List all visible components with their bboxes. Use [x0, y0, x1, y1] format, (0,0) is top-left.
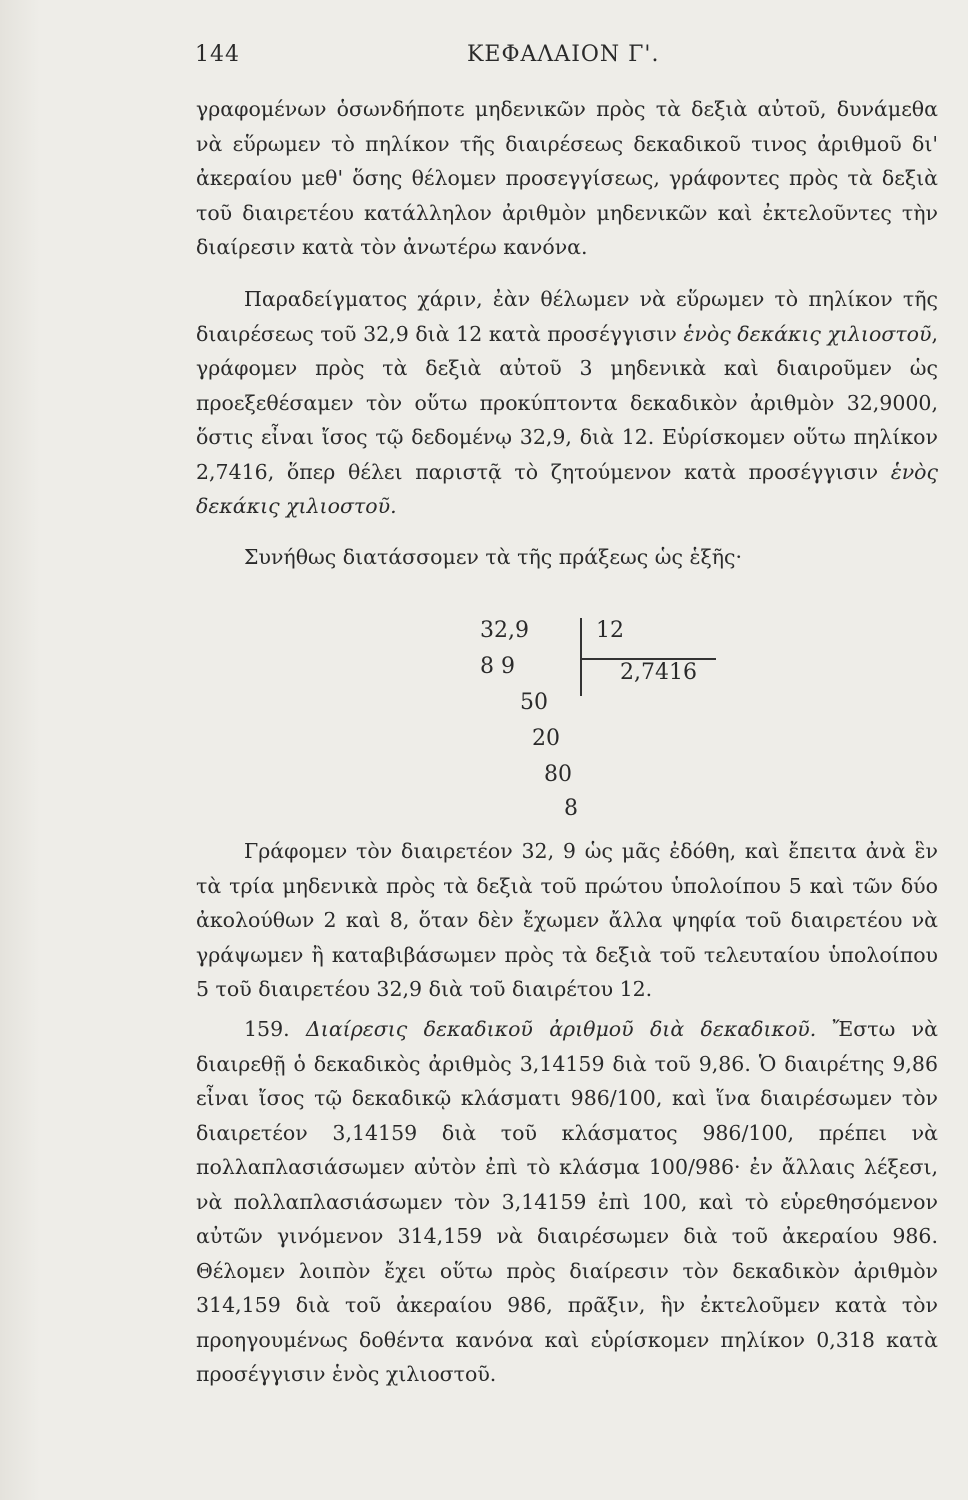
- page-edge-shading: [0, 0, 40, 1500]
- text-run: Ἔστω νὰ διαιρεθῇ ὁ δεκαδικὸς ἀριθμὸς 3,14159 διὰ τοῦ 9,86. Ὁ διαιρέτης 9,86 εἶναι ἴσος τῷ δεκαδικῷ κλάσματι 986/100, καὶ ἵνα διαιρέσωμεν τὸν διαιρετέον 3,14159 διὰ τοῦ κλάσματος 986/100, πρέπει νὰ πολλαπλασιάσωμεν αὐτὸν ἐπὶ τὸ κλάσμα 100/986· ἐν ἄλλαις λέξεσι, νὰ πολλαπλασιάσωμεν τὸν 3,14159 ἐπὶ 100, καὶ τὸ εὑρεθησόμενον αὐτῶν γινόμενον 314,159 νὰ διαιρέσωμεν διὰ τοῦ ἀκεραίου 986. Θέλομεν λοιπὸν ἔχει οὕτω πρὸς διαίρεσιν τὸν δεκαδικὸν ἀριθμὸν 314,159 διὰ τοῦ ἀκεραίου 986, πρᾶξιν, ἣν ἐκτελοῦμεν κατὰ τὸν προηγουμένως δοθέντα κανόνα καὶ εὑρίσκομεν πηλίκον 0,318 κατὰ προσέγγισιν ἑνὸς χιλιοστοῦ.: [196, 1017, 938, 1386]
- paragraph-layout-intro: [196, 540, 938, 575]
- divisor: 12: [596, 618, 624, 643]
- paragraph-example: [196, 282, 938, 524]
- paragraph-text: γραφομένων ὁσωνδήποτε μηδενικῶν πρὸς τὰ δεξιὰ αὐτοῦ, δυνάμεθα νὰ εὕρωμεν τὸ πηλίκον τῆς διαιρέσεως δεκαδικοῦ τινος ἀριθμοῦ δι' ἀκεραίου μεθ' ὅσης θέλομεν προσεγγίσεως, γράφοντες πρὸς τὰ δεξιὰ τοῦ διαιρετέου κατάλληλον ἀριθμὸν μηδενικῶν καὶ ἐκτελοῦντες τὴν διαίρεσιν κατὰ τὸν ἀνωτέρω κανόνα.: [196, 97, 938, 259]
- division-step: 8: [564, 796, 578, 821]
- division-step: 80: [544, 762, 572, 787]
- section-159: [196, 1012, 938, 1392]
- section-title: Διαίρεσις δεκαδικοῦ ἀριθμοῦ διὰ δεκαδικοῦ.: [306, 1017, 817, 1041]
- paragraph-text: [196, 282, 938, 524]
- quotient: 2,7416: [620, 660, 697, 685]
- paragraph-explanation: [196, 834, 938, 1007]
- division-vertical-rule: [580, 618, 582, 696]
- division-step: 20: [532, 726, 560, 751]
- italic-run: ἑνὸς δεκάκις χιλιοστοῦ: [683, 321, 932, 346]
- text-run: Παραδείγματος χάριν, ἐὰν θέλωμεν νὰ εὕρωμεν τὸ πηλίκον τῆς διαιρέσεως τοῦ 32,9 διὰ 12 κατὰ προσέγγισιν: [196, 287, 938, 346]
- division-step: 50: [520, 690, 548, 715]
- page-number: 144: [195, 42, 240, 67]
- dividend: 32,9: [480, 618, 529, 643]
- chapter-title: ΚΕΦΑΛΑΙΟΝ Γ'.: [467, 42, 660, 67]
- paragraph-text: Γράφομεν τὸν διαιρετέον 32, 9 ὡς μᾶς ἐδόθη, καὶ ἔπειτα ἀνὰ ἓν τὰ τρία μηδενικὰ πρὸς τὰ δεξιὰ τοῦ πρώτου ὑπολοίπου 5 καὶ τῶν δύο ἀκολούθων 2 καὶ 8, ὅταν δὲν ἔχωμεν ἄλλα ψηφία τοῦ διαιρετέου νὰ γράψωμεν ἢ καταβιβάσωμεν πρὸς τὰ δεξιὰ τοῦ τελευταίου ὑπολοίπου 5 τοῦ διαιρετέου 32,9 διὰ τοῦ διαιρέτου 12.: [196, 839, 938, 1001]
- paragraph-text: Συνήθως διατάσσομεν τὰ τῆς πράξεως ὡς ἑξῆς·: [244, 545, 743, 569]
- italic-run: ἑνὸς δεκάκις χιλιοστοῦ.: [196, 459, 938, 518]
- section-number: 159.: [244, 1017, 290, 1041]
- running-header: [195, 42, 755, 82]
- division-step: 8 9: [480, 654, 515, 679]
- paragraph-text: [196, 1012, 938, 1392]
- text-run: , γράφομεν πρὸς τὰ δεξιὰ αὐτοῦ 3 μηδενικὰ καὶ διαιροῦμεν ὡς προεξεθέσαμεν τὸν οὕτω προκύπτοντα δεκαδικὸν ἀριθμὸν 32,9000, ὅστις εἶναι ἴσος τῷ δεδομένῳ 32,9, διὰ 12. Εὑρίσκομεν οὕτω πηλίκον 2,7416, ὅπερ θέλει παριστᾷ τὸ ζητούμενον κατὰ προσέγγισιν: [196, 321, 938, 484]
- long-division-layout: [460, 610, 740, 830]
- paragraph-continuation: [196, 92, 938, 265]
